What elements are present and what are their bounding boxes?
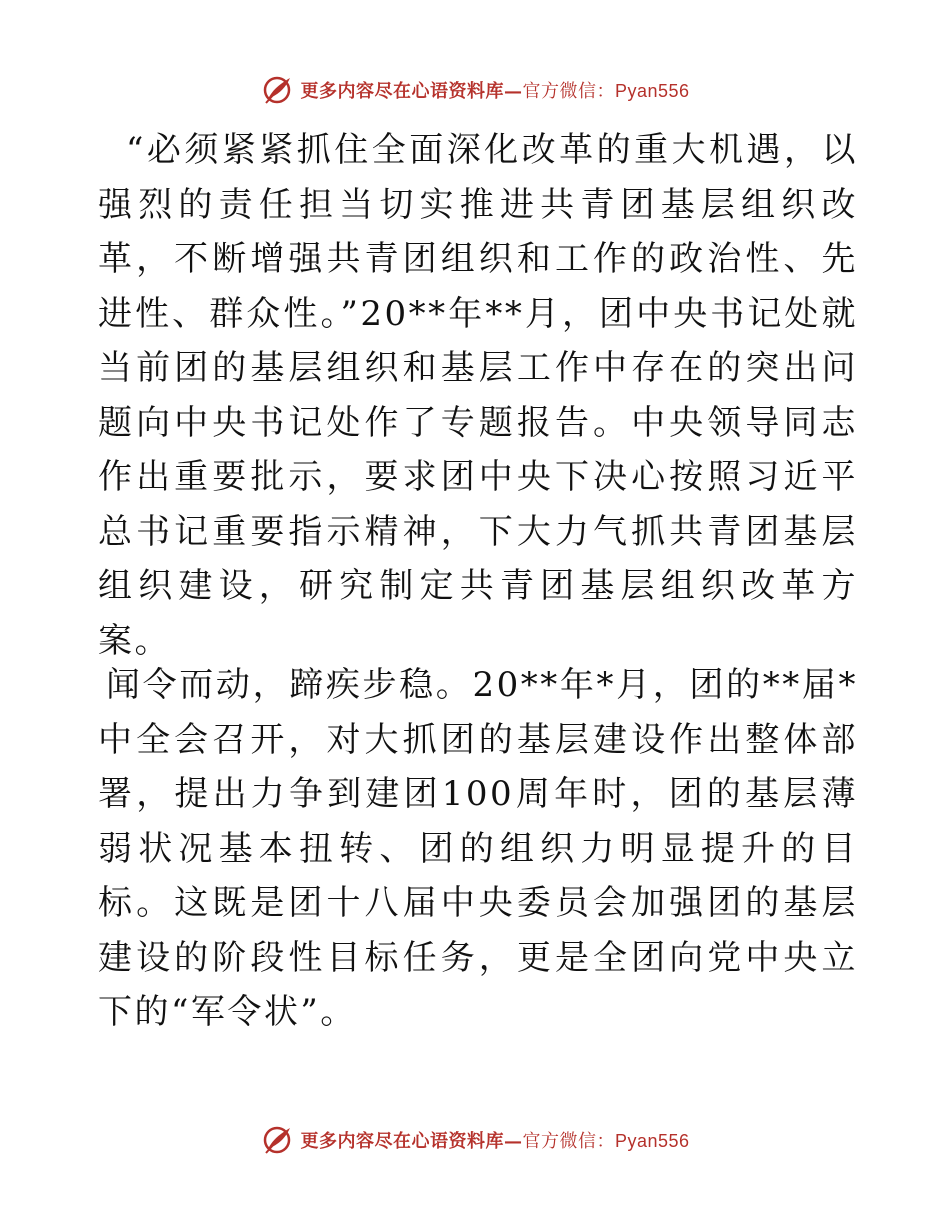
banner-contact-text: 官方微信：Pyan556	[522, 81, 690, 101]
body-paragraph-2: 闻令而动，蹄疾步稳。20**年*月，团的**届*中全会召开，对大抓团的基层建设作出整体部署，提出力争到建团100周年时，团的基层薄弱状况基本扭转、团的组织力明显提升的目标。这既是团十八届中央委员会加强团的基层建设的阶段性目标任务，更是全团向党中央立下的“军令状”。	[98, 665, 858, 1032]
banner-lead-text: 更多内容尽在心语资料库—	[300, 1131, 523, 1152]
footer-watermark-banner	[0, 1120, 950, 1160]
body-paragraph-1: “必须紧紧抓住全面深化改革的重大机遇，以强烈的责任担当切实推进共青团基层组织改革，不断增强共青团组织和工作的政治性、先进性、群众性。”20**年**月，团中央书记处就当前团的基层组织和基层工作中存在的突出问题向中央书记处作了专题报告。中央领导同志作出重要批示，要求团中央下决心按照习近平总书记重要指示精神，下大力气抓共青团基层组织建设，研究制定共青团基层组织改革方案。	[98, 130, 858, 661]
header-watermark-banner	[0, 70, 950, 110]
banner-contact-text: 官方微信：Pyan556	[522, 1131, 690, 1151]
banner-lead-text: 更多内容尽在心语资料库—	[300, 81, 523, 102]
quill-logo-icon	[260, 1123, 294, 1157]
quill-logo-icon	[260, 73, 294, 107]
